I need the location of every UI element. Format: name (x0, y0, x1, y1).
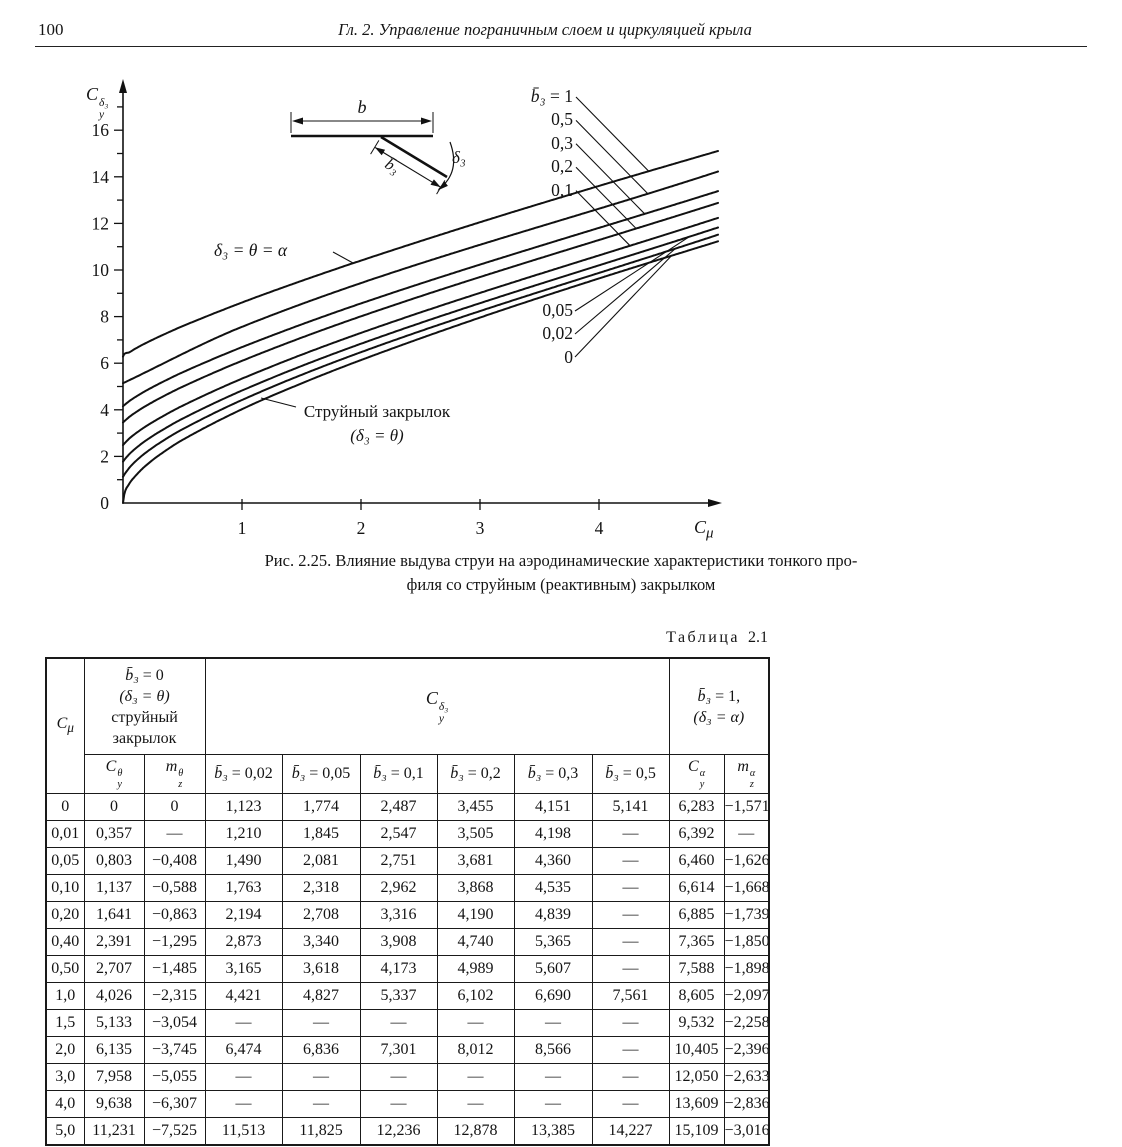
table-cell: 3,455 (437, 794, 514, 821)
table-cell: 4,827 (282, 983, 360, 1010)
table-cell: 0 (84, 794, 144, 821)
table-cell: −1,898 (724, 956, 769, 983)
curve-label-0-1: 0,1 (551, 179, 573, 200)
table-row (46, 1037, 769, 1064)
table-cell: 7,301 (360, 1037, 437, 1064)
table-cell: −3,745 (144, 1037, 205, 1064)
table-cell: — (592, 1037, 669, 1064)
table-cell: 6,885 (669, 902, 724, 929)
table-cell: 8,012 (437, 1037, 514, 1064)
col-header-cmu: $C_\mu$ (46, 658, 84, 794)
sub-header-0: C θ y (84, 755, 144, 794)
table-cell: 8,566 (514, 1037, 592, 1064)
curve-labels-bottom (400, 299, 573, 369)
table-cell: — (282, 1064, 360, 1091)
table-cell: 6,392 (669, 821, 724, 848)
col-group-b1: b̄₃ = 1, (δ₃ = α) (669, 658, 769, 755)
table-cell: −2,258 (724, 1010, 769, 1037)
table-cell: 9,532 (669, 1010, 724, 1037)
table-cell: — (437, 1091, 514, 1118)
table-cell: — (592, 1010, 669, 1037)
table-cell: 2,391 (84, 929, 144, 956)
table-cell: 2,962 (360, 875, 437, 902)
dim-arrow-left (292, 118, 303, 125)
table-cell: 0 (144, 794, 205, 821)
x-axis-label: $C_\mu$ (694, 517, 714, 542)
table-cell: −1,571 (724, 794, 769, 821)
figure-caption-line1: Рис. 2.25. Влияние выдува струи на аэродинамические характеристики тонкого про- (264, 551, 858, 570)
table-cell: 4,989 (437, 956, 514, 983)
table-cell: 11,825 (282, 1118, 360, 1146)
sub-header-4: b̄₃ = 0,1 (360, 755, 437, 794)
table-cell: — (592, 956, 669, 983)
table-cell: 0 (46, 794, 84, 821)
table-cell: — (437, 1010, 514, 1037)
table-cell: 6,283 (669, 794, 724, 821)
flap-dim-arrow-1 (375, 147, 385, 155)
table-cell: 2,873 (205, 929, 282, 956)
table-cell: −2,396 (724, 1037, 769, 1064)
table-cell: −5,055 (144, 1064, 205, 1091)
table-cell: 2,751 (360, 848, 437, 875)
table-cell: 4,151 (514, 794, 592, 821)
table-cell: — (282, 1010, 360, 1037)
table-cell: 1,123 (205, 794, 282, 821)
table-cell: — (360, 1091, 437, 1118)
table-cell: −7,525 (144, 1118, 205, 1146)
table-cell: 2,0 (46, 1037, 84, 1064)
col-group-jet-flap: b̄₃ = 0 (δ₃ = θ) струйный закрылок (84, 658, 205, 755)
table-cell: — (592, 1091, 669, 1118)
sub-header-7: b̄₃ = 0,5 (592, 755, 669, 794)
table-body (46, 794, 769, 1146)
page-number: 100 (38, 20, 64, 39)
curve-label-0: 0 (564, 346, 573, 367)
table-cell: 11,513 (205, 1118, 282, 1146)
table-cell: 3,681 (437, 848, 514, 875)
leader-line (575, 249, 675, 334)
table-cell: 3,908 (360, 929, 437, 956)
table-cell: 3,868 (437, 875, 514, 902)
y-tick-label: 14 (91, 166, 109, 187)
table-row (46, 1010, 769, 1037)
table-cell: 1,490 (205, 848, 282, 875)
leader-line (576, 144, 645, 214)
table-cell: 7,958 (84, 1064, 144, 1091)
table-cell: 6,836 (282, 1037, 360, 1064)
table-cell: — (205, 1091, 282, 1118)
x-tick-label: 3 (475, 518, 485, 538)
table-cell: 2,081 (282, 848, 360, 875)
figure-caption (0, 549, 1122, 596)
curve-label-0-02: 0,02 (542, 323, 573, 344)
curve-label-0-3: 0,3 (551, 132, 573, 153)
table-cell: −1,295 (144, 929, 205, 956)
table-cell: 12,878 (437, 1118, 514, 1146)
table-row (46, 1064, 769, 1091)
inset-angle-label: δ₃ (452, 148, 466, 167)
table-label (45, 629, 768, 647)
table-cell: 3,618 (282, 956, 360, 983)
table-cell: 1,641 (84, 902, 144, 929)
table-cell: 1,774 (282, 794, 360, 821)
table-cell: 4,535 (514, 875, 592, 902)
table-cell: — (592, 1064, 669, 1091)
table-cell: 3,165 (205, 956, 282, 983)
sub-header-3: b̄₃ = 0,05 (282, 755, 360, 794)
table-cell: — (360, 1010, 437, 1037)
table-cell: 1,763 (205, 875, 282, 902)
y-tick-label: 16 (91, 120, 109, 141)
table-cell: — (592, 875, 669, 902)
table-cell: 15,109 (669, 1118, 724, 1146)
y-tick-label: 0 (100, 493, 109, 513)
table-cell: 4,421 (205, 983, 282, 1010)
table-cell: 4,740 (437, 929, 514, 956)
table-label-number: 2.1 (748, 629, 768, 646)
table-cell: 14,227 (592, 1118, 669, 1146)
table-cell: — (205, 1010, 282, 1037)
table-cell: — (437, 1064, 514, 1091)
x-tick-label: 1 (237, 518, 247, 538)
table-cell: 2,194 (205, 902, 282, 929)
curve-label-0-5: 0,5 (551, 109, 573, 130)
table-cell: 2,487 (360, 794, 437, 821)
y-axis-label: C δ₃ y (86, 84, 109, 122)
table-cell: 5,337 (360, 983, 437, 1010)
table-cell: — (282, 1091, 360, 1118)
table-cell: 1,137 (84, 875, 144, 902)
annotation-jet-line1: Струйный закрылок (303, 402, 451, 421)
table-cell: −0,863 (144, 902, 205, 929)
table-cell: −6,307 (144, 1091, 205, 1118)
table-cell: 6,614 (669, 875, 724, 902)
table-cell: −2,836 (724, 1091, 769, 1118)
table-cell: 13,609 (669, 1091, 724, 1118)
table-row (46, 1091, 769, 1118)
sub-header-2: b̄₃ = 0,02 (205, 755, 282, 794)
annotation-jet-flap (287, 400, 467, 448)
table-cell: 6,135 (84, 1037, 144, 1064)
table-cell: 5,365 (514, 929, 592, 956)
leader-line (576, 167, 636, 228)
leader-line (576, 97, 649, 171)
table-cell: 5,0 (46, 1118, 84, 1146)
table-cell: 12,236 (360, 1118, 437, 1146)
table-cell: 0,40 (46, 929, 84, 956)
table-cell: 4,198 (514, 821, 592, 848)
table-cell: 6,102 (437, 983, 514, 1010)
table-cell: 0,803 (84, 848, 144, 875)
y-tick-label: 10 (91, 260, 109, 280)
table-cell: 2,707 (84, 956, 144, 983)
table-cell: −1,626 (724, 848, 769, 875)
table-cell: 3,0 (46, 1064, 84, 1091)
data-table (45, 657, 770, 1146)
table-cell: −1,739 (724, 902, 769, 929)
table-cell: 6,474 (205, 1037, 282, 1064)
table-label-word: Таблица (666, 629, 740, 646)
table-cell: — (360, 1064, 437, 1091)
table-row (46, 875, 769, 902)
table-cell: 9,638 (84, 1091, 144, 1118)
table-cell: 4,190 (437, 902, 514, 929)
table-cell: 1,0 (46, 983, 84, 1010)
table-row (46, 956, 769, 983)
table-cell: 4,173 (360, 956, 437, 983)
table-cell: −2,315 (144, 983, 205, 1010)
table-row (46, 1118, 769, 1146)
chapter-header: Гл. 2. Управление пограничным слоем и циркуляцией крыла (338, 20, 752, 39)
table-cell: −1,850 (724, 929, 769, 956)
table-cell: 3,340 (282, 929, 360, 956)
x-tick-label: 4 (594, 518, 604, 538)
sub-header-5: b̄₃ = 0,2 (437, 755, 514, 794)
table-cell: 4,360 (514, 848, 592, 875)
table-cell: 0,05 (46, 848, 84, 875)
curve-0 (123, 241, 718, 503)
table-row (46, 929, 769, 956)
table-cell: — (592, 902, 669, 929)
table-cell: −0,408 (144, 848, 205, 875)
table-head (46, 658, 769, 794)
y-tick-label: 2 (100, 446, 109, 467)
leader-line (333, 252, 353, 263)
table-cell: 1,210 (205, 821, 282, 848)
table-cell: — (144, 821, 205, 848)
table-row (46, 848, 769, 875)
annotation-jet-line2: (δ₃ = θ) (350, 426, 404, 445)
table-cell: 6,460 (669, 848, 724, 875)
table-cell: — (514, 1010, 592, 1037)
table-cell: — (514, 1091, 592, 1118)
inset-flap-label: b̄₃ (381, 155, 403, 178)
leader-line (576, 191, 630, 246)
table-cell: 0,01 (46, 821, 84, 848)
table-cell: 4,0 (46, 1091, 84, 1118)
sub-header-1: m θ z (144, 755, 205, 794)
table-cell: −1,668 (724, 875, 769, 902)
table-cell: −2,097 (724, 983, 769, 1010)
sub-header-9: m α z (724, 755, 769, 794)
table-cell: 1,5 (46, 1010, 84, 1037)
table-cell: 2,708 (282, 902, 360, 929)
y-tick-label: 8 (100, 306, 109, 327)
y-tick-label: 4 (100, 399, 109, 420)
table-cell: 0,50 (46, 956, 84, 983)
table-cell: 5,141 (592, 794, 669, 821)
table-cell: 6,690 (514, 983, 592, 1010)
x-axis-arrow (708, 499, 722, 507)
sub-header-6: b̄₃ = 0,3 (514, 755, 592, 794)
col-group-cy: C δ₃ y (205, 658, 669, 755)
y-axis-arrow (119, 79, 127, 93)
curve-label-0-05: 0,05 (542, 300, 573, 320)
table-cell: — (592, 848, 669, 875)
table-row (46, 821, 769, 848)
table-cell: — (592, 929, 669, 956)
table-cell: −3,016 (724, 1118, 769, 1146)
table-cell: — (724, 821, 769, 848)
table-cell: 2,547 (360, 821, 437, 848)
table-cell: 3,316 (360, 902, 437, 929)
table-cell: 2,318 (282, 875, 360, 902)
table-cell: 0,20 (46, 902, 84, 929)
annotation-delta-theta-alpha: δ₃ = θ = α (214, 240, 288, 260)
table-cell: 4,839 (514, 902, 592, 929)
curve-labels-top (400, 85, 573, 202)
table-cell: 7,588 (669, 956, 724, 983)
table-cell: −0,588 (144, 875, 205, 902)
table-cell: −3,054 (144, 1010, 205, 1037)
table-cell: 13,385 (514, 1118, 592, 1146)
table-cell: 4,026 (84, 983, 144, 1010)
y-tick-label: 6 (100, 353, 109, 374)
table-cell: — (592, 821, 669, 848)
y-tick-label: 12 (91, 213, 109, 234)
inset-chord-label: b (357, 97, 367, 117)
table-row (46, 983, 769, 1010)
table-cell: 7,365 (669, 929, 724, 956)
table-cell: 0,357 (84, 821, 144, 848)
table-cell: 10,405 (669, 1037, 724, 1064)
table-cell: 8,605 (669, 983, 724, 1010)
table-row (46, 902, 769, 929)
curve-label-0-2: 0,2 (551, 156, 573, 177)
table-cell: 5,607 (514, 956, 592, 983)
x-tick-label: 2 (356, 518, 366, 538)
sub-header-8: C α y (669, 755, 724, 794)
table-cell: −2,633 (724, 1064, 769, 1091)
table-cell: 12,050 (669, 1064, 724, 1091)
figure-caption-line2: филя со струйным (реактивным) закрылком (406, 574, 716, 594)
table-cell: −1,485 (144, 956, 205, 983)
table-cell: — (514, 1064, 592, 1091)
table-cell: — (205, 1064, 282, 1091)
table-cell: 0,10 (46, 875, 84, 902)
table-cell: 7,561 (592, 983, 669, 1010)
table-cell: 1,845 (282, 821, 360, 848)
table-cell: 5,133 (84, 1010, 144, 1037)
table-cell: 11,231 (84, 1118, 144, 1146)
table-row (46, 794, 769, 821)
figure-chart (0, 0, 1122, 558)
curve-label-b3-1: b̄₃ = 1 (530, 86, 573, 106)
table-cell: 3,505 (437, 821, 514, 848)
